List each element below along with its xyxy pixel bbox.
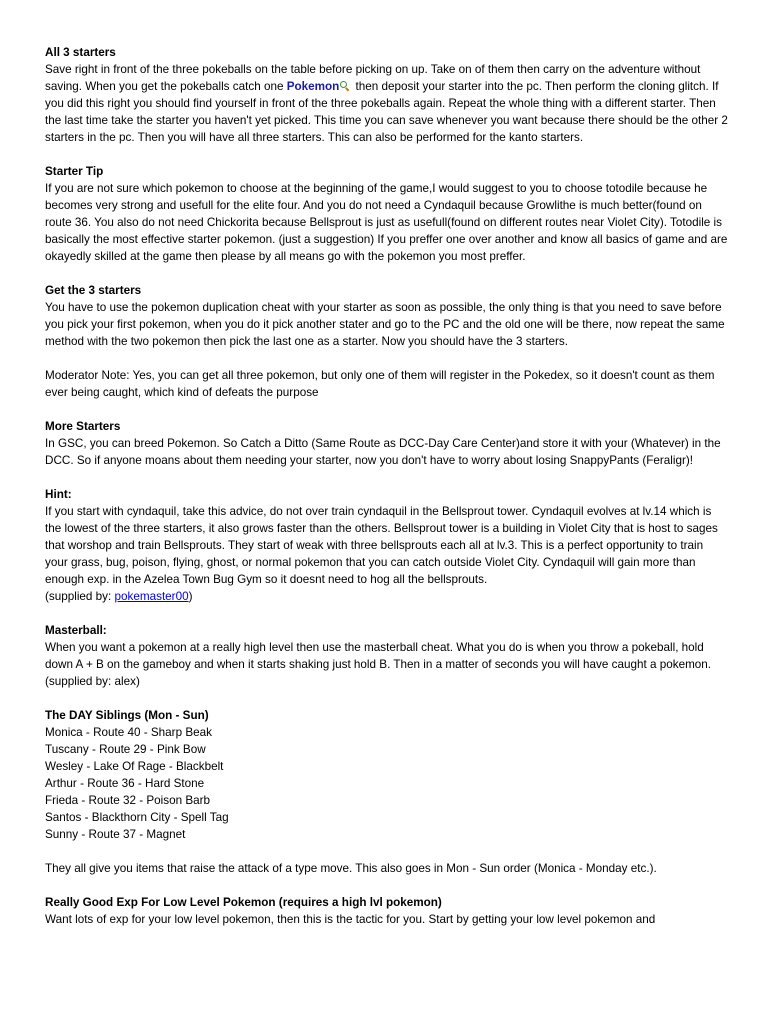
section-get-3-starters [45, 282, 728, 350]
list-item: Tuscany - Route 29 - Pink Bow [45, 743, 206, 756]
section-more-starters [45, 418, 728, 469]
section-body: In GSC, you can breed Pokemon. So Catch a Ditto (Same Route as DCC-Day Care Center)and store it with your (Whatever) in the DCC. So if anyone moans about them needing your starter, now you don't have to worry about losing SnappyPants (Feraligr)! [45, 437, 721, 467]
list-item: Monica - Route 40 - Sharp Beak [45, 726, 212, 739]
moderator-note: Moderator Note: Yes, you can get all three pokemon, but only one of them will register in the Pokedex, so it doesn't count as them ever being caught, which kind of defeats the purpose [45, 369, 715, 399]
section-heading: Really Good Exp For Low Level Pokemon (requires a high lvl pokemon) [45, 896, 442, 909]
section-heading: Masterball: [45, 624, 107, 637]
list-item: Frieda - Route 32 - Poison Barb [45, 794, 211, 807]
supplied-by [45, 588, 728, 605]
section-masterball [45, 622, 728, 690]
section-body: They all give you items that raise the attack of a type move. This also goes in Mon - Sun order (Monica - Monday etc.). [45, 862, 657, 875]
list-item: Sunny - Route 37 - Magnet [45, 828, 186, 841]
section-good-exp [45, 894, 728, 928]
list-item: Santos - Blackthorn City - Spell Tag [45, 811, 229, 824]
section-body: If you start with cyndaquil, take this advice, do not over train cyndaquil in the Bellsprout tower. Cyndaquil evolves at lv.14 which is the lowest of the three starters, it also grows faster than the others. Bellsprout tower is a building in Violet City that is host to sages that worshop and train Bellsprouts. They start of weak with three bellsprouts each all at lv.3. This is a perfect opportunity to train your grass, bug, poison, flying, ghost, or normal pokemon that you can catch outside Violet City. Cyndaquil will gain more than enough exp. in the Azelea Town Bug Gym so it doesnt need to hog all the bellsprouts. [45, 505, 718, 586]
section-body: When you want a pokemon at a really high level then use the masterball cheat. What you do is when you throw a pokeball, hold down A + B on the gameboy and when it starts shaking just hold B. Then in a matter of seconds you will have caught a pokemon. [45, 641, 712, 671]
body-text: Save right in front of the three pokeballs on the table before picking on up. Take on of them then carry on the adventure without saving. When you get the pokeballs catch one [45, 63, 701, 93]
section-starter-tip [45, 163, 728, 265]
supplied-suffix: ) [188, 590, 193, 603]
pokemon-keyword-link[interactable]: Pokemon [286, 80, 340, 93]
list-item: Arthur - Route 36 - Hard Stone [45, 777, 205, 790]
section-body: You have to use the pokemon duplication cheat with your starter as soon as possible, the only thing is that you need to save before you pick your first pokemon, when you do it pick another stater and go to the PC and the old one will be there, now repeat the same method with the two pokemon then pick the last one as a starter. Now you should have the 3 starters. [45, 301, 725, 348]
section-heading: Get the 3 starters [45, 284, 142, 297]
section-day-siblings [45, 707, 728, 843]
section-heading: Hint: [45, 488, 72, 501]
section-body: If you are not sure which pokemon to choose at the beginning of the game,I would suggest to you to choose totodile because he becomes very strong and usefull for the elite four. And you do not need a Cyndaquil because Growlithe is much better(found on route 36. You also do not need Chickorita because Bellsprout is just as usefull(found on different routes near Violet City). Totodile is basically the most effective starter pokemon. (just a suggestion) If you preffer one over another and know all basics of game and are okayedly skilled at the game then please by all means go with the pokemon you most preffer. [45, 182, 728, 263]
supplied-prefix: (supplied by: [45, 590, 115, 603]
magnifier-icon[interactable] [340, 81, 350, 91]
section-moderator-note [45, 367, 728, 401]
section-heading: The DAY Siblings (Mon - Sun) [45, 709, 209, 722]
section-body: Want lots of exp for your low level pokemon, then this is the tactic for you. Start by getting your low level pokemon and [45, 913, 656, 926]
section-heading: More Starters [45, 420, 121, 433]
section-body [45, 61, 728, 146]
section-heading: All 3 starters [45, 46, 116, 59]
section-all-3-starters [45, 44, 728, 146]
body-text: then deposit your starter into the pc. Then perform the cloning glitch. If you did this right you should find yourself in front of the three pokeballs again. Repeat the whole thing with a different starter. Then the last time take the starter you haven't yet picked. This time you can save whenever you want because there should be the other 2 starters in the pc. Then you will have all three starters. This can also be performed for the kanto starters. [45, 80, 728, 144]
supplied-by: (supplied by: alex) [45, 675, 140, 688]
section-hint [45, 486, 728, 605]
section-heading: Starter Tip [45, 165, 104, 178]
author-link[interactable]: pokemaster00 [114, 590, 189, 603]
section-siblings-note [45, 860, 728, 877]
list-item: Wesley - Lake Of Rage - Blackbelt [45, 760, 224, 773]
